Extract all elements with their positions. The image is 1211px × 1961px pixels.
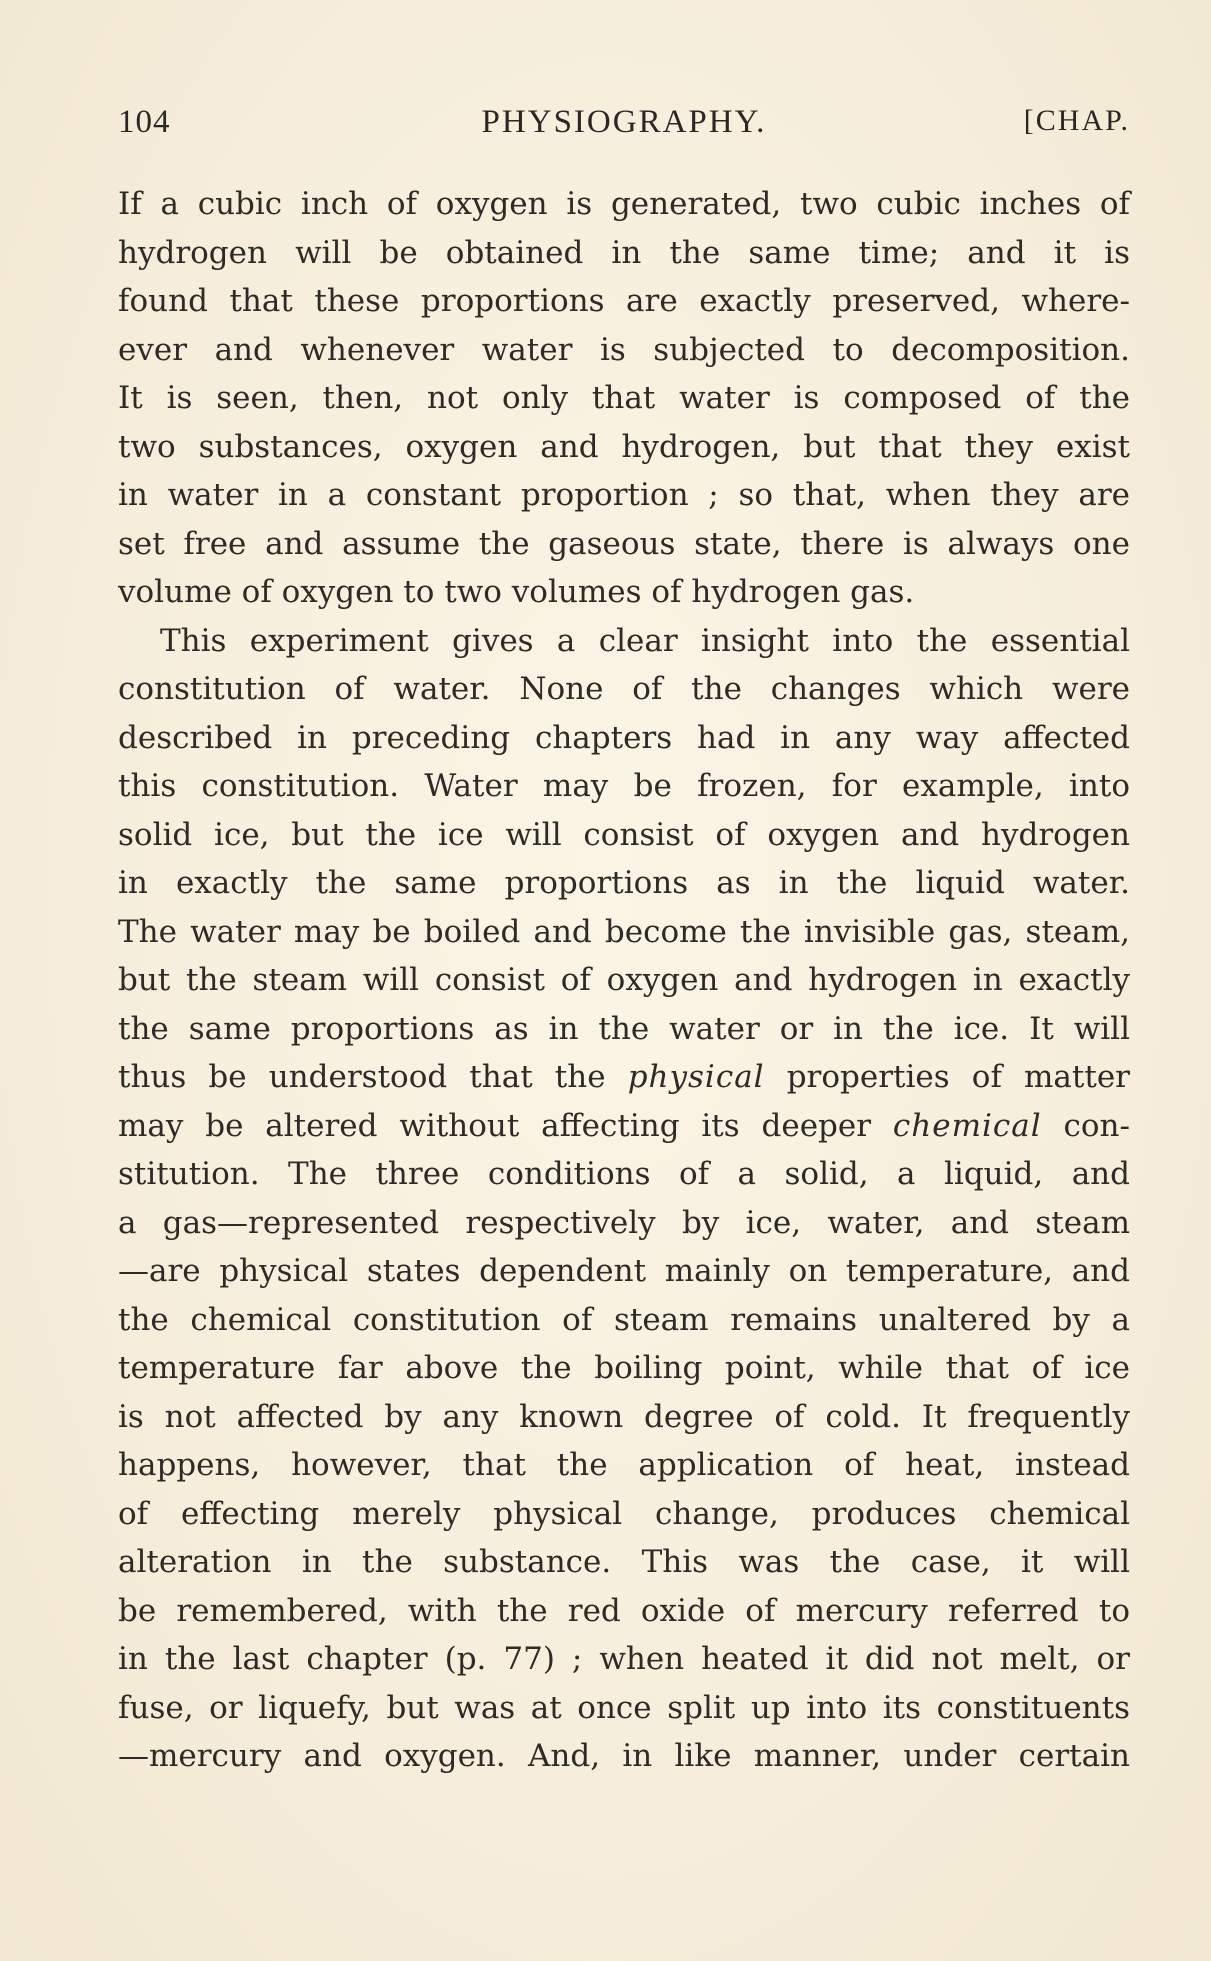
text-line: of effecting merely physical change, produces chemical: [118, 1495, 1130, 1532]
text-line: set free and assume the gaseous state, there is always one: [118, 525, 1130, 562]
text-line: stitution. The three conditions of a solid, a liquid, and: [118, 1156, 1130, 1192]
text-line: temperature far above the boiling point, while that of ice: [118, 1350, 1130, 1386]
text-line: —mercury and oxygen. And, in like manner, under certain: [118, 1738, 1130, 1774]
text-line: is not affected by any known degree of cold. It frequently: [118, 1398, 1130, 1435]
text-line: constitution of water. None of the changes which were: [118, 671, 1130, 707]
chapter-mark: [CHAP.: [1023, 104, 1130, 137]
italic-word-chemical: chemical: [892, 1107, 1042, 1144]
text-segment: may be altered without affecting its deeper: [118, 1107, 893, 1144]
text-segment: properties of matter: [764, 1059, 1130, 1095]
text-segment: con-: [1041, 1107, 1130, 1144]
text-line: fuse, or liquefy, but was at once split up into its constituents: [118, 1689, 1130, 1726]
running-title: PHYSIOGRAPHY.: [481, 104, 767, 140]
text-line: If a cubic inch of oxygen is generated, two cubic inches of: [118, 186, 1130, 222]
text-line-physical: [118, 1053, 1130, 1102]
text-line: alteration in the substance. This was the case, it will: [118, 1544, 1130, 1580]
text-line: —are physical states dependent mainly on temperature, and: [118, 1253, 1130, 1289]
text-line: two substances, oxygen and hydrogen, but that they exist: [118, 428, 1130, 465]
running-header: [118, 104, 1130, 152]
text-line: this constitution. Water may be frozen, for example, into: [118, 768, 1130, 804]
text-line: the same proportions as in the water or in the ice. It will: [118, 1010, 1130, 1047]
text-line: in the last chapter (p. 77) ; when heated it did not melt, or: [118, 1641, 1130, 1677]
text-line: the chemical constitution of steam remains unaltered by a: [118, 1301, 1130, 1338]
text-line: ever and whenever water is subjected to decomposition.: [118, 331, 1130, 368]
text-line: but the steam will consist of oxygen and hydrogen in exactly: [118, 962, 1130, 998]
text-line: in water in a constant proportion ; so that, when they are: [118, 477, 1130, 513]
text-line: in exactly the same proportions as in the liquid water.: [118, 865, 1130, 901]
text-line: happens, however, that the application of heat, instead: [118, 1447, 1130, 1483]
body-text: [118, 180, 1130, 1781]
text-line-chemical: [118, 1102, 1130, 1151]
text-line: found that these proportions are exactly preserved, where-: [118, 283, 1130, 319]
text-line: hydrogen will be obtained in the same time; and it is: [118, 234, 1130, 271]
text-line: a gas—represented respectively by ice, water, and steam: [118, 1204, 1130, 1241]
text-line: be remembered, with the red oxide of mercury referred to: [118, 1592, 1130, 1629]
text-segment: thus be understood that the: [118, 1059, 628, 1095]
italic-word-physical: physical: [627, 1059, 765, 1095]
text-line: This experiment gives a clear insight into the essential: [160, 622, 1130, 659]
text-line: described in preceding chapters had in any way affected: [118, 719, 1130, 756]
page-number: 104: [118, 104, 171, 140]
text-line: volume of oxygen to two volumes of hydrogen gas.: [118, 574, 915, 610]
text-line: The water may be boiled and become the invisible gas, steam,: [118, 913, 1130, 950]
text-line: solid ice, but the ice will consist of oxygen and hydrogen: [118, 816, 1130, 853]
text-line: It is seen, then, not only that water is composed of the: [118, 380, 1130, 416]
